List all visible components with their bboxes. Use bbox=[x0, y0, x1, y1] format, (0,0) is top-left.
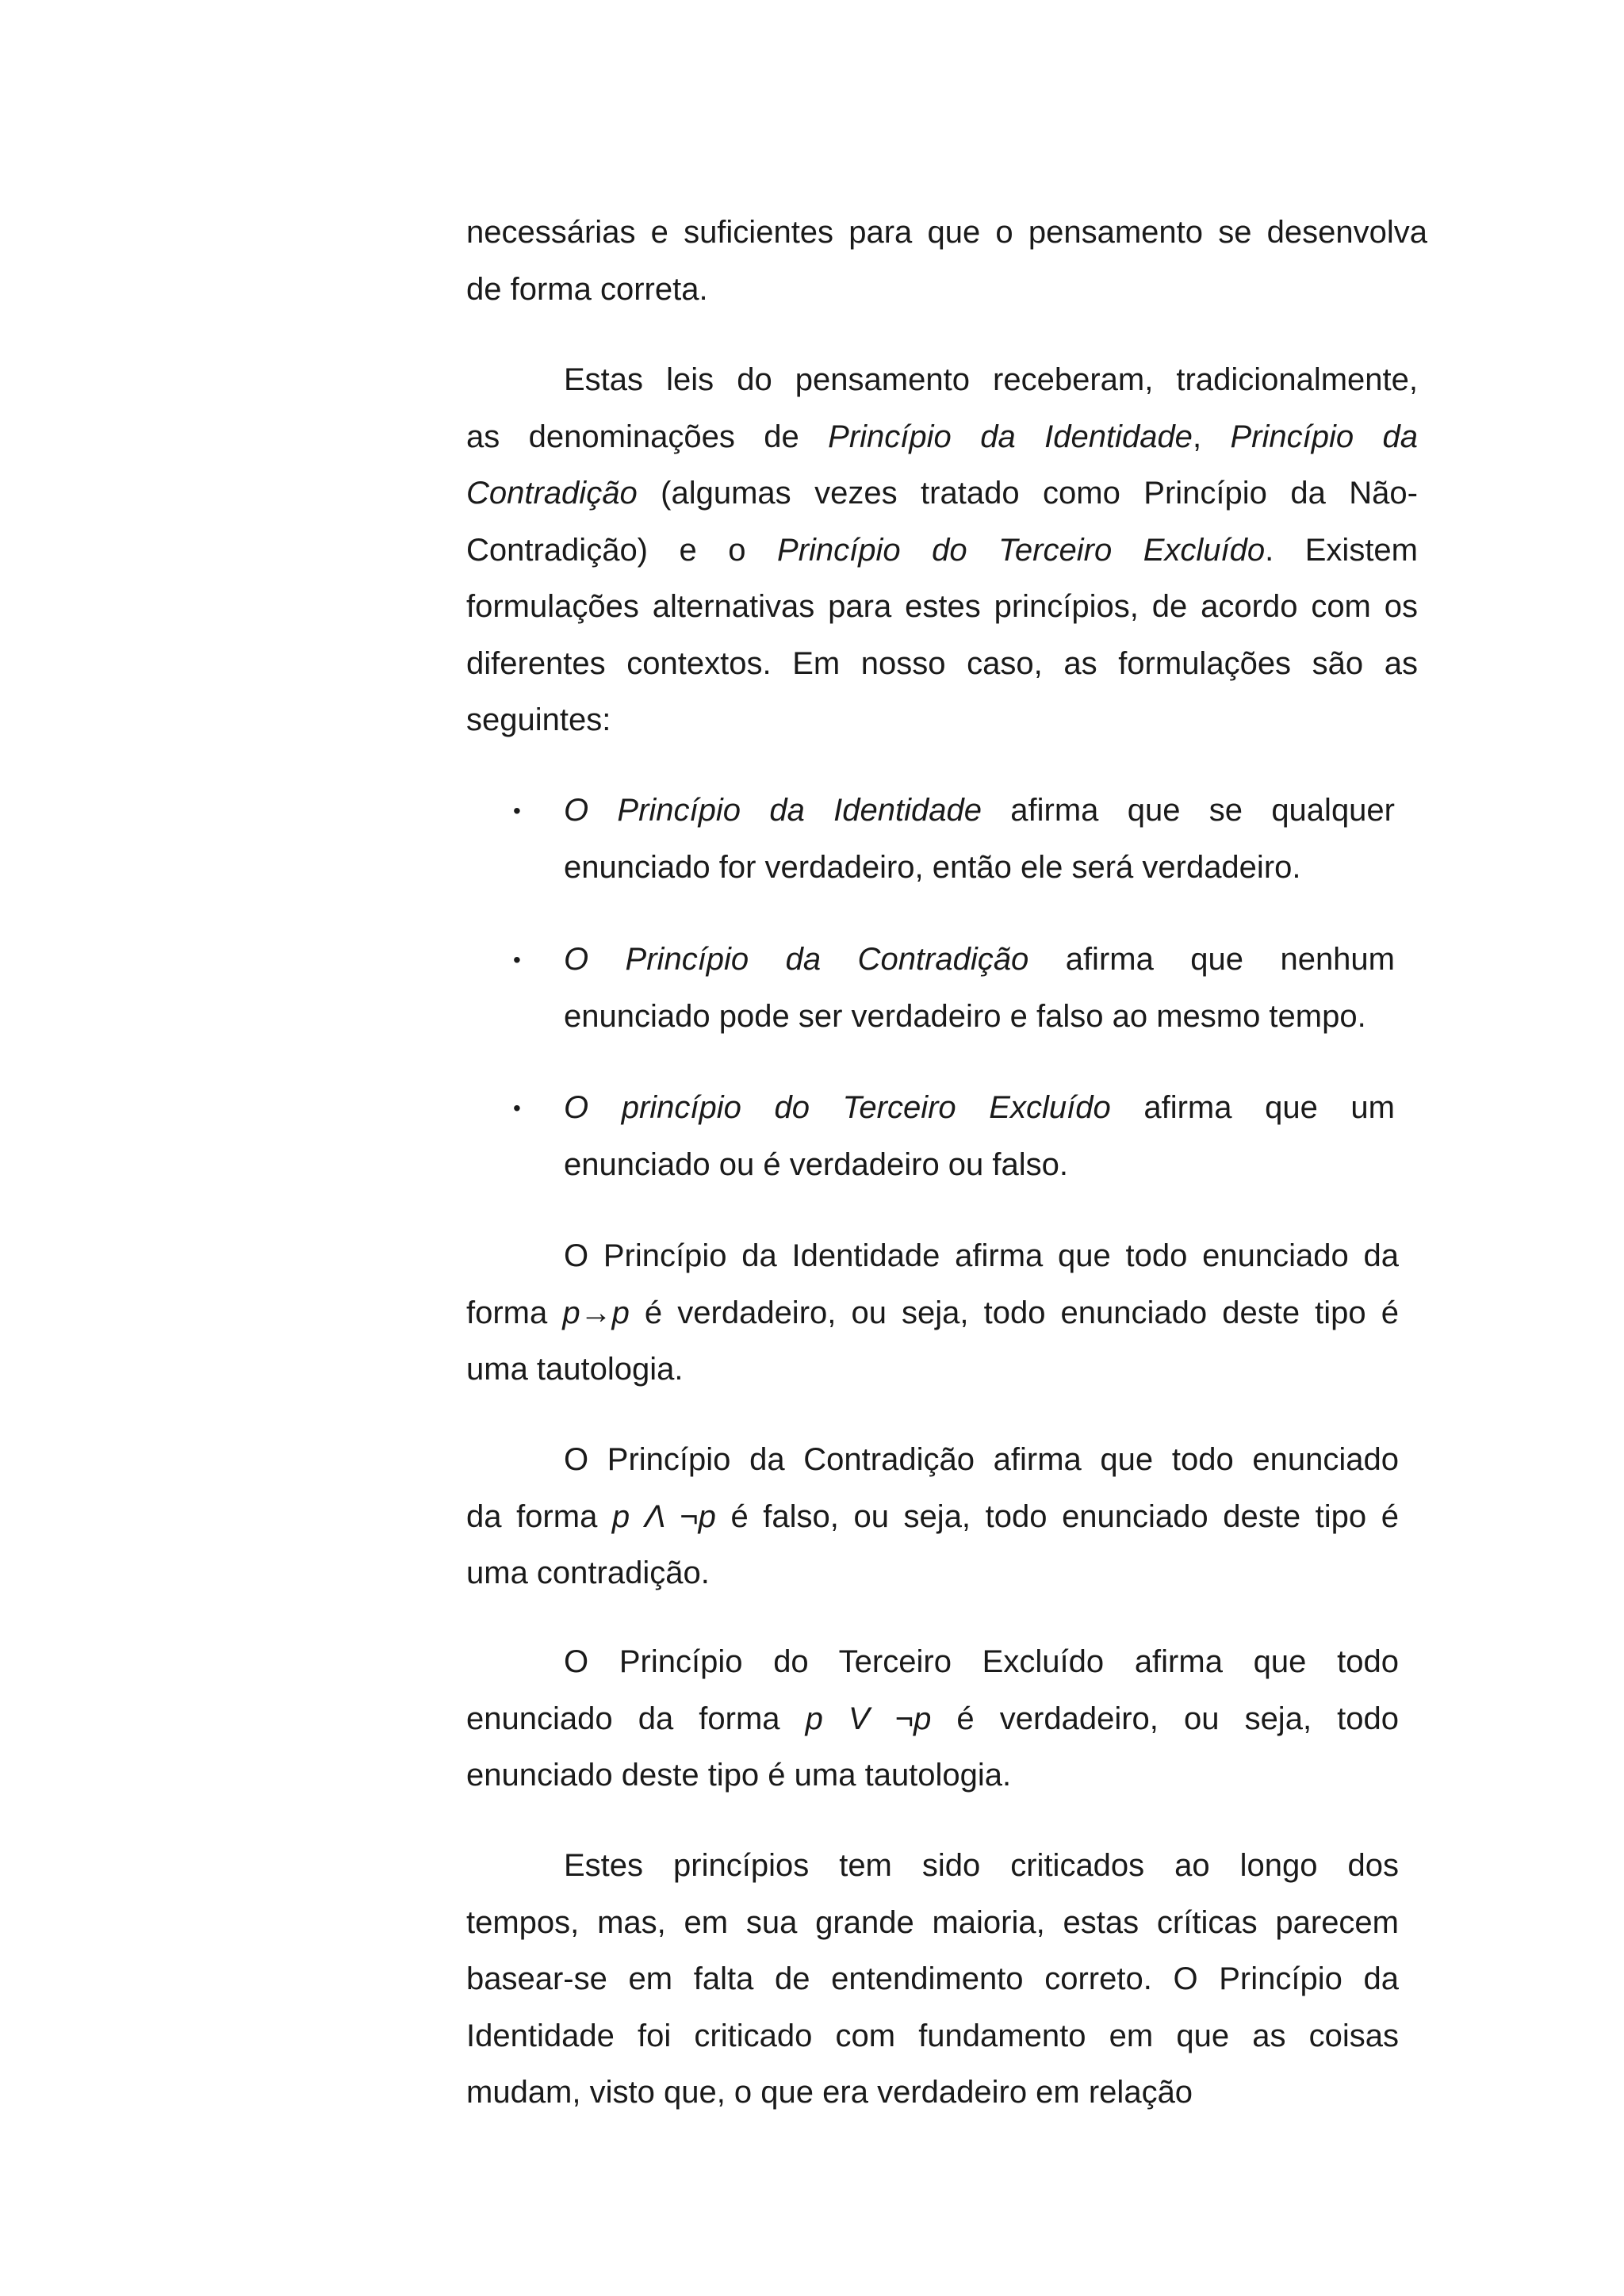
text-segment: afirma que nenhum bbox=[1028, 942, 1395, 977]
italic-term: Princípio da bbox=[1230, 419, 1418, 454]
bullet-icon: • bbox=[513, 1096, 521, 1120]
formula: p Λ ¬p bbox=[611, 1498, 716, 1534]
text-line: O Princípio da Contradição afirma que todo enunciado bbox=[564, 1442, 1399, 1477]
text-line: Identidade foi criticado com fundamento em que as coisas bbox=[466, 2018, 1399, 2053]
text-line: necessárias e suficientes para que o pensamento se desenvolva bbox=[466, 215, 1427, 250]
text-segment: , bbox=[1192, 419, 1231, 454]
text-segment: Contradição) e o bbox=[466, 532, 778, 568]
text-line bbox=[466, 522, 1418, 580]
paragraph-laws-of-thought bbox=[466, 352, 1418, 749]
text-line bbox=[466, 1285, 1399, 1342]
italic-term: Princípio da Identidade bbox=[828, 419, 1193, 454]
list-item bbox=[515, 783, 1395, 896]
text-line: seguintes: bbox=[466, 702, 611, 737]
list-item bbox=[515, 1080, 1395, 1193]
text-line: mudam, visto que, o que era verdadeiro em relação bbox=[466, 2075, 1193, 2110]
formula: p V ¬p bbox=[805, 1701, 932, 1736]
text-line: Estes princípios tem sido criticados ao longo dos bbox=[564, 1848, 1399, 1883]
text-line: uma tautologia. bbox=[466, 1352, 684, 1387]
text-line: Estas leis do pensamento receberam, tradicionalmente, bbox=[564, 362, 1418, 397]
text-line bbox=[564, 783, 1395, 840]
text-line: formulações alternativas para estes princípios, de acordo com os bbox=[466, 589, 1418, 624]
text-segment: . Existem bbox=[1265, 532, 1418, 568]
paragraph-criticism bbox=[466, 1838, 1399, 2122]
paragraph-contradiction bbox=[466, 1432, 1399, 1602]
list-item bbox=[515, 932, 1395, 1045]
text-line: enunciado for verdadeiro, então ele será verdadeiro. bbox=[564, 849, 1301, 885]
bullet-icon: • bbox=[513, 947, 521, 972]
paragraph-continuation bbox=[466, 205, 1427, 318]
text-line bbox=[466, 1489, 1399, 1546]
text-line bbox=[564, 932, 1395, 989]
text-segment: afirma que um bbox=[1110, 1090, 1396, 1125]
text-segment: afirma que se qualquer bbox=[981, 793, 1395, 828]
formula: p→p bbox=[562, 1295, 630, 1330]
italic-term: O Princípio da Contradição bbox=[564, 942, 1029, 977]
paragraph-identity bbox=[466, 1228, 1399, 1399]
text-segment: enunciado da forma bbox=[466, 1701, 806, 1736]
text-line: diferentes contextos. Em nosso caso, as formulações são as bbox=[466, 645, 1418, 681]
bullet-icon: • bbox=[513, 798, 521, 823]
text-line: O Princípio do Terceiro Excluído afirma que todo bbox=[564, 1644, 1399, 1679]
text-line: de forma correta. bbox=[466, 271, 708, 307]
italic-term: O princípio do Terceiro Excluído bbox=[564, 1090, 1111, 1125]
text-line bbox=[466, 1691, 1399, 1748]
text-line: tempos, mas, em sua grande maioria, estas críticas parecem bbox=[466, 1904, 1399, 1940]
text-line: enunciado pode ser verdadeiro e falso ao mesmo tempo. bbox=[564, 998, 1366, 1034]
text-line: basear-se em falta de entendimento correto. O Princípio da bbox=[466, 1961, 1399, 1996]
text-line bbox=[466, 465, 1418, 522]
text-segment: é verdadeiro, ou seja, todo bbox=[931, 1701, 1399, 1736]
text-line bbox=[564, 1080, 1395, 1137]
text-line: enunciado ou é verdadeiro ou falso. bbox=[564, 1146, 1069, 1182]
text-line: O Princípio da Identidade afirma que todo enunciado da bbox=[564, 1238, 1399, 1273]
text-segment: (algumas vezes tratado como Princípio da Não- bbox=[637, 476, 1418, 511]
italic-term: O Princípio da Identidade bbox=[564, 793, 982, 828]
text-segment: da forma bbox=[466, 1498, 612, 1534]
italic-term: Princípio do Terceiro Excluído bbox=[777, 532, 1266, 568]
text-line bbox=[466, 409, 1418, 466]
text-segment: é verdadeiro, ou seja, todo enunciado deste tipo é bbox=[629, 1295, 1400, 1330]
text-segment: é falso, ou seja, todo enunciado deste tipo é bbox=[715, 1498, 1400, 1534]
text-line: uma contradição. bbox=[466, 1556, 710, 1590]
paragraph-excluded-middle bbox=[466, 1634, 1399, 1804]
text-segment: forma bbox=[466, 1295, 563, 1330]
text-segment: as denominações de bbox=[466, 419, 829, 454]
italic-term: Contradição bbox=[466, 476, 638, 511]
text-line: enunciado deste tipo é uma tautologia. bbox=[466, 1758, 1012, 1793]
